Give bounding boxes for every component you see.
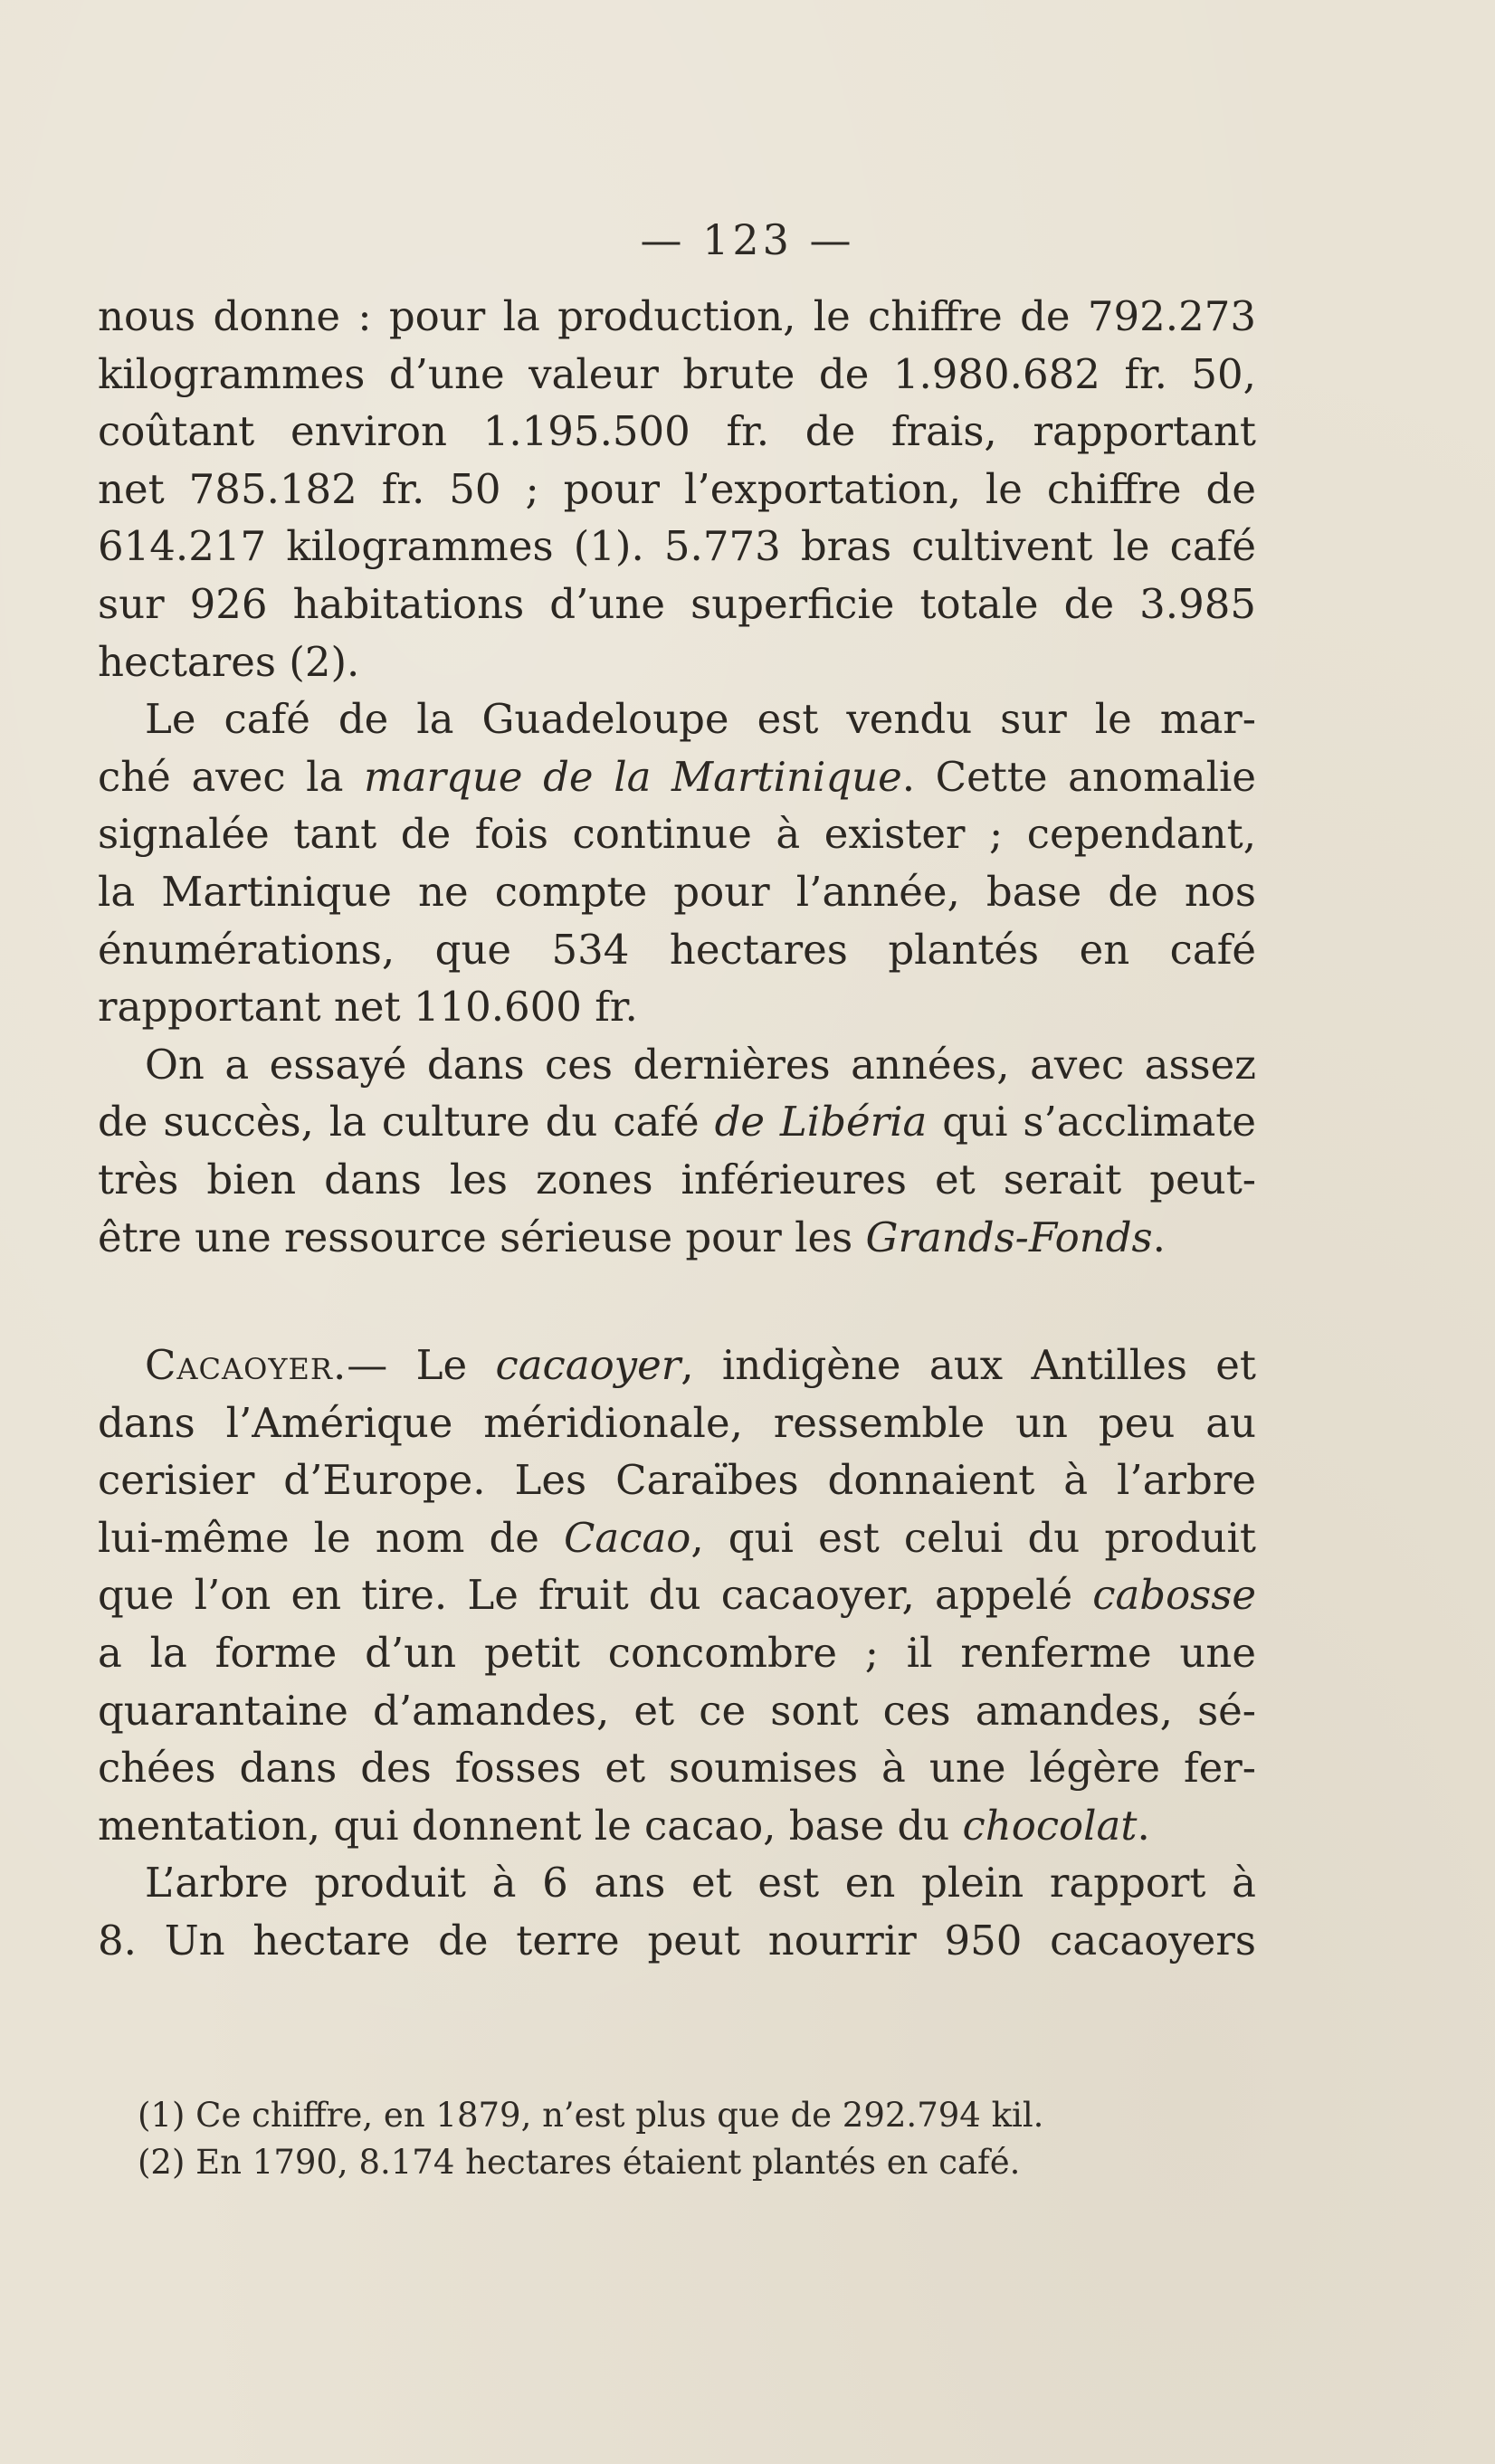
text-line: coûtant environ 1.195.500 fr. de frais, rapportant [98,407,1256,456]
text-line: sur 926 habitations d’une superficie totale de 3.985 [98,579,1256,628]
text-line: la Martinique ne compte pour l’année, base de nos [98,867,1256,916]
text-line: hectares (2). [98,637,360,686]
italic-text: Cacao [564,1513,691,1562]
text-line: nous donne : pour la production, le chiffre de 792.273 [98,292,1256,340]
text-line: a la forme d’un petit concombre ; il renferme une [98,1629,1256,1678]
text-line [98,1566,1256,1624]
section-gap [98,1266,1256,1337]
footnotes [138,2092,1133,2186]
text-line: Le café de la Guadeloupe est vendu sur le mar- [145,695,1256,744]
italic-text: Grands-Fonds [865,1213,1153,1261]
text-run: de succès, la culture du café [98,1098,715,1146]
text-line: signalée tant de fois continue à exister ; cependant, [98,810,1256,859]
italic-text: cabosse [1092,1571,1256,1620]
text-line [98,1509,1256,1567]
text-line: cerisier d’Europe. Les Caraïbes donnaient à l’arbre [98,1456,1256,1505]
text-line: quarantaine d’amandes, et ce sont ces amandes, sé- [98,1686,1256,1735]
text-run: lui-même le nom de [98,1513,564,1562]
page-number: — 123 — [640,215,855,264]
text-run: mentation, qui donnent le cacao, base du [98,1801,963,1850]
text-line: net 785.182 fr. 50 ; pour l’exportation, le chiffre de [98,464,1256,513]
text-line [98,1209,1256,1267]
text-line [98,1337,1256,1394]
text-line: 614.217 kilogrammes (1). 5.773 bras cultivent le café [98,522,1256,571]
text-run: — Le [347,1341,496,1390]
text-run: . [1152,1213,1166,1261]
italic-text: cacaoyer [495,1341,681,1390]
text-line: On a essayé dans ces dernières années, avec assez [145,1040,1256,1089]
text-line [98,748,1256,806]
text-line [98,1093,1256,1151]
text-run: . [1137,1801,1150,1850]
body-text [98,288,1256,1970]
text-line [98,1797,1256,1855]
text-run: , indigène aux Antilles et [681,1341,1256,1390]
text-line: L’arbre produit à 6 ans et est en plein rapport à [145,1859,1256,1907]
text-run: que l’on en tire. Le fruit du cacaoyer, appelé [98,1571,1093,1620]
text-line: très bien dans les zones inférieures et serait peut- [98,1155,1256,1203]
footnote: (2) En 1790, 8.174 hectares étaient plantés en café. [138,2143,1021,2182]
text-run: . Cette anomalie [901,752,1256,801]
text-run: qui s’acclimate [927,1098,1256,1146]
italic-text: de Libéria [714,1098,928,1146]
italic-text: marque de la Martinique [364,752,902,801]
text-run: être une ressource sérieuse pour les [98,1213,866,1261]
text-line: dans l’Amérique méridionale, ressemble un peu au [98,1398,1256,1447]
text-run: , qui est celui du produit [690,1513,1256,1562]
text-line: chées dans des fosses et soumises à une légère fer- [98,1744,1256,1793]
footnote: (1) Ce chiffre, en 1879, n’est plus que de 292.794 kil. [138,2096,1044,2135]
text-line: énumérations, que 534 hectares plantés en café [98,925,1256,974]
section-heading: Cacaoyer. [145,1341,348,1390]
text-line: 8. Un hectare de terre peut nourrir 950 cacaoyers [98,1917,1256,1965]
italic-text: chocolat [962,1801,1138,1850]
text-line: kilogrammes d’une valeur brute de 1.980.682 fr. 50, [98,349,1256,398]
text-run: ché avec la [98,752,365,801]
text-line: rapportant net 110.600 fr. [98,983,638,1032]
